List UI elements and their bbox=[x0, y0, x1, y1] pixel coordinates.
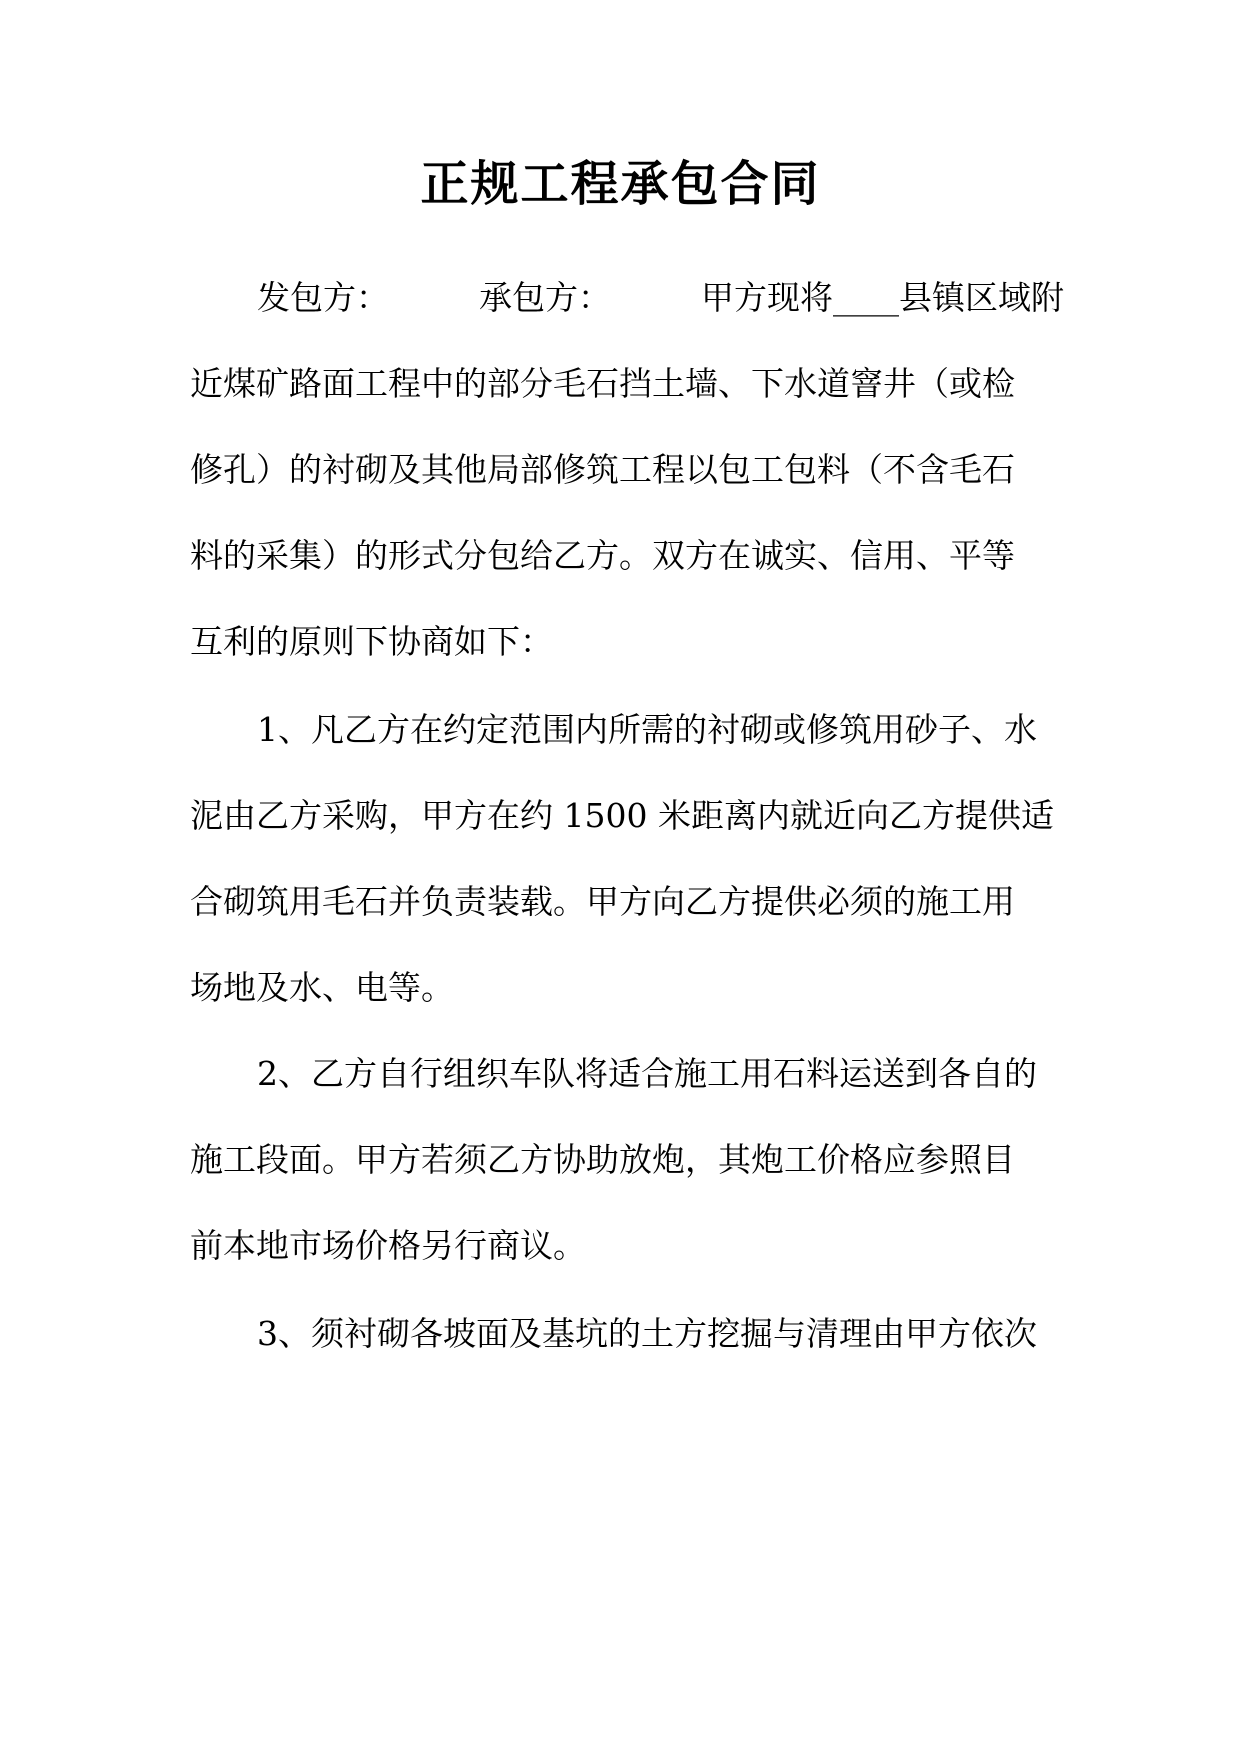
clause-1-line-2: 泥由乙方采购，甲方在约 1500 米距离内就近向乙方提供适 bbox=[190, 796, 1054, 835]
clause-3-line-1: 3、须衬砌各坡面及基坑的土方挖掘与清理由甲方依次 bbox=[257, 1314, 1037, 1353]
text-line-1 bbox=[257, 276, 1064, 320]
clause-1-line-1: 1、凡乙方在约定范围内所需的衬砌或修筑用砂子、水 bbox=[257, 710, 1037, 749]
clause-1-line-4: 场地及水、电等。 bbox=[190, 968, 454, 1007]
text-line-5: 互利的原则下协商如下： bbox=[190, 622, 553, 661]
party-a-label: 发包方： bbox=[257, 278, 389, 317]
intro-text: 甲方现将____县镇区域附 bbox=[701, 278, 1064, 317]
clause-2-line-3: 前本地市场价格另行商议。 bbox=[190, 1226, 586, 1265]
text-line-2: 近煤矿路面工程中的部分毛石挡土墙、下水道窨井（或检 bbox=[190, 364, 1015, 403]
document-title: 正规工程承包合同 bbox=[420, 156, 821, 212]
clause-2-line-1: 2、乙方自行组织车队将适合施工用石料运送到各自的 bbox=[257, 1054, 1037, 1093]
text-line-3: 修孔）的衬砌及其他局部修筑工程以包工包料（不含毛石 bbox=[190, 450, 1015, 489]
clause-2-line-2: 施工段面。甲方若须乙方协助放炮，其炮工价格应参照目 bbox=[190, 1140, 1015, 1179]
clause-1-line-3: 合砌筑用毛石并负责装载。甲方向乙方提供必须的施工用 bbox=[190, 882, 1015, 921]
party-b-label: 承包方： bbox=[479, 278, 611, 317]
text-line-4: 料的采集）的形式分包给乙方。双方在诚实、信用、平等 bbox=[190, 536, 1015, 575]
